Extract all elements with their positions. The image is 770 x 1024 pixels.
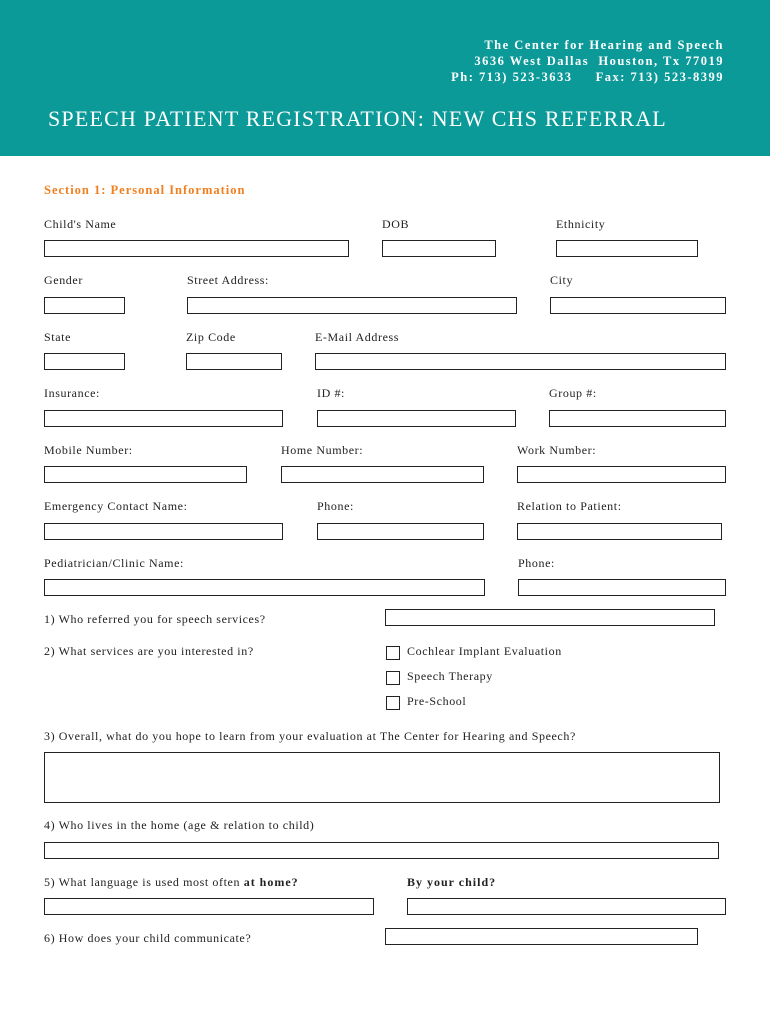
speech-therapy-checkbox[interactable] xyxy=(386,671,400,685)
city-label: City xyxy=(550,273,574,287)
dob-label: DOB xyxy=(382,217,410,231)
emergency-phone-label: Phone: xyxy=(317,499,354,513)
q5-home-field[interactable] xyxy=(44,898,374,915)
email-field[interactable] xyxy=(315,353,726,370)
ethnicity-label: Ethnicity xyxy=(556,217,606,231)
street-field[interactable] xyxy=(187,297,517,314)
q4-label: 4) Who lives in the home (age & relation to child) xyxy=(44,818,315,832)
home-number-field[interactable] xyxy=(281,466,484,483)
state-field[interactable] xyxy=(44,353,125,370)
q3-textarea[interactable] xyxy=(44,752,720,803)
zip-label: Zip Code xyxy=(186,330,236,344)
insurance-field[interactable] xyxy=(44,410,283,427)
mobile-label: Mobile Number: xyxy=(44,443,133,457)
pre-school-checkbox[interactable] xyxy=(386,696,400,710)
q5-label xyxy=(44,875,299,890)
header-banner xyxy=(0,0,770,156)
dob-field[interactable] xyxy=(382,240,496,257)
q4-field[interactable] xyxy=(44,842,719,859)
city-field[interactable] xyxy=(550,297,726,314)
work-number-label: Work Number: xyxy=(517,443,597,457)
q3-label: 3) Overall, what do you hope to learn from your evaluation at The Center for Hearing and Speech? xyxy=(44,729,576,743)
group-field[interactable] xyxy=(549,410,726,427)
childs-name-field[interactable] xyxy=(44,240,349,257)
pediatrician-label: Pediatrician/Clinic Name: xyxy=(44,556,184,570)
q1-label: 1) Who referred you for speech services? xyxy=(44,612,266,626)
pre-school-option-label: Pre-School xyxy=(407,694,467,708)
page-title: SPEECH PATIENT REGISTRATION: NEW CHS REFERRAL xyxy=(48,106,667,131)
gender-field[interactable] xyxy=(44,297,125,314)
q5-text: 5) What language is used most often xyxy=(44,875,244,889)
q5-child-field[interactable] xyxy=(407,898,726,915)
q2-label: 2) What services are you interested in? xyxy=(44,644,254,658)
emergency-name-label: Emergency Contact Name: xyxy=(44,499,188,513)
org-contact: Ph: 713) 523-3633 Fax: 713) 523-8399 xyxy=(451,70,724,84)
relation-label: Relation to Patient: xyxy=(517,499,622,513)
ethnicity-field[interactable] xyxy=(556,240,698,257)
q6-field[interactable] xyxy=(385,928,698,945)
speech-therapy-option-label: Speech Therapy xyxy=(407,669,493,683)
q5-child-label xyxy=(407,875,496,890)
mobile-field[interactable] xyxy=(44,466,247,483)
zip-field[interactable] xyxy=(186,353,282,370)
section-heading: Section 1: Personal Information xyxy=(44,183,246,197)
id-label: ID #: xyxy=(317,386,345,400)
gender-label: Gender xyxy=(44,273,83,287)
work-number-field[interactable] xyxy=(517,466,726,483)
org-name: The Center for Hearing and Speech xyxy=(484,38,724,52)
org-address: 3636 West Dallas Houston, Tx 77019 xyxy=(474,54,724,68)
insurance-label: Insurance: xyxy=(44,386,100,400)
email-label: E-Mail Address xyxy=(315,330,400,344)
group-label: Group #: xyxy=(549,386,597,400)
cochlear-checkbox[interactable] xyxy=(386,646,400,660)
pediatrician-field[interactable] xyxy=(44,579,485,596)
id-field[interactable] xyxy=(317,410,516,427)
pediatrician-phone-field[interactable] xyxy=(518,579,726,596)
pediatrician-phone-label: Phone: xyxy=(518,556,555,570)
q5-child-emphasis: By your child? xyxy=(407,875,497,889)
state-label: State xyxy=(44,330,71,344)
q5-at-home-emphasis: at home? xyxy=(243,875,299,889)
emergency-name-field[interactable] xyxy=(44,523,283,540)
childs-name-label: Child's Name xyxy=(44,217,117,231)
relation-field[interactable] xyxy=(517,523,722,540)
emergency-phone-field[interactable] xyxy=(317,523,484,540)
cochlear-option-label: Cochlear Implant Evaluation xyxy=(407,644,562,658)
home-number-label: Home Number: xyxy=(281,443,364,457)
street-label: Street Address: xyxy=(187,273,269,287)
q1-field[interactable] xyxy=(385,609,715,626)
q6-label: 6) How does your child communicate? xyxy=(44,931,252,945)
